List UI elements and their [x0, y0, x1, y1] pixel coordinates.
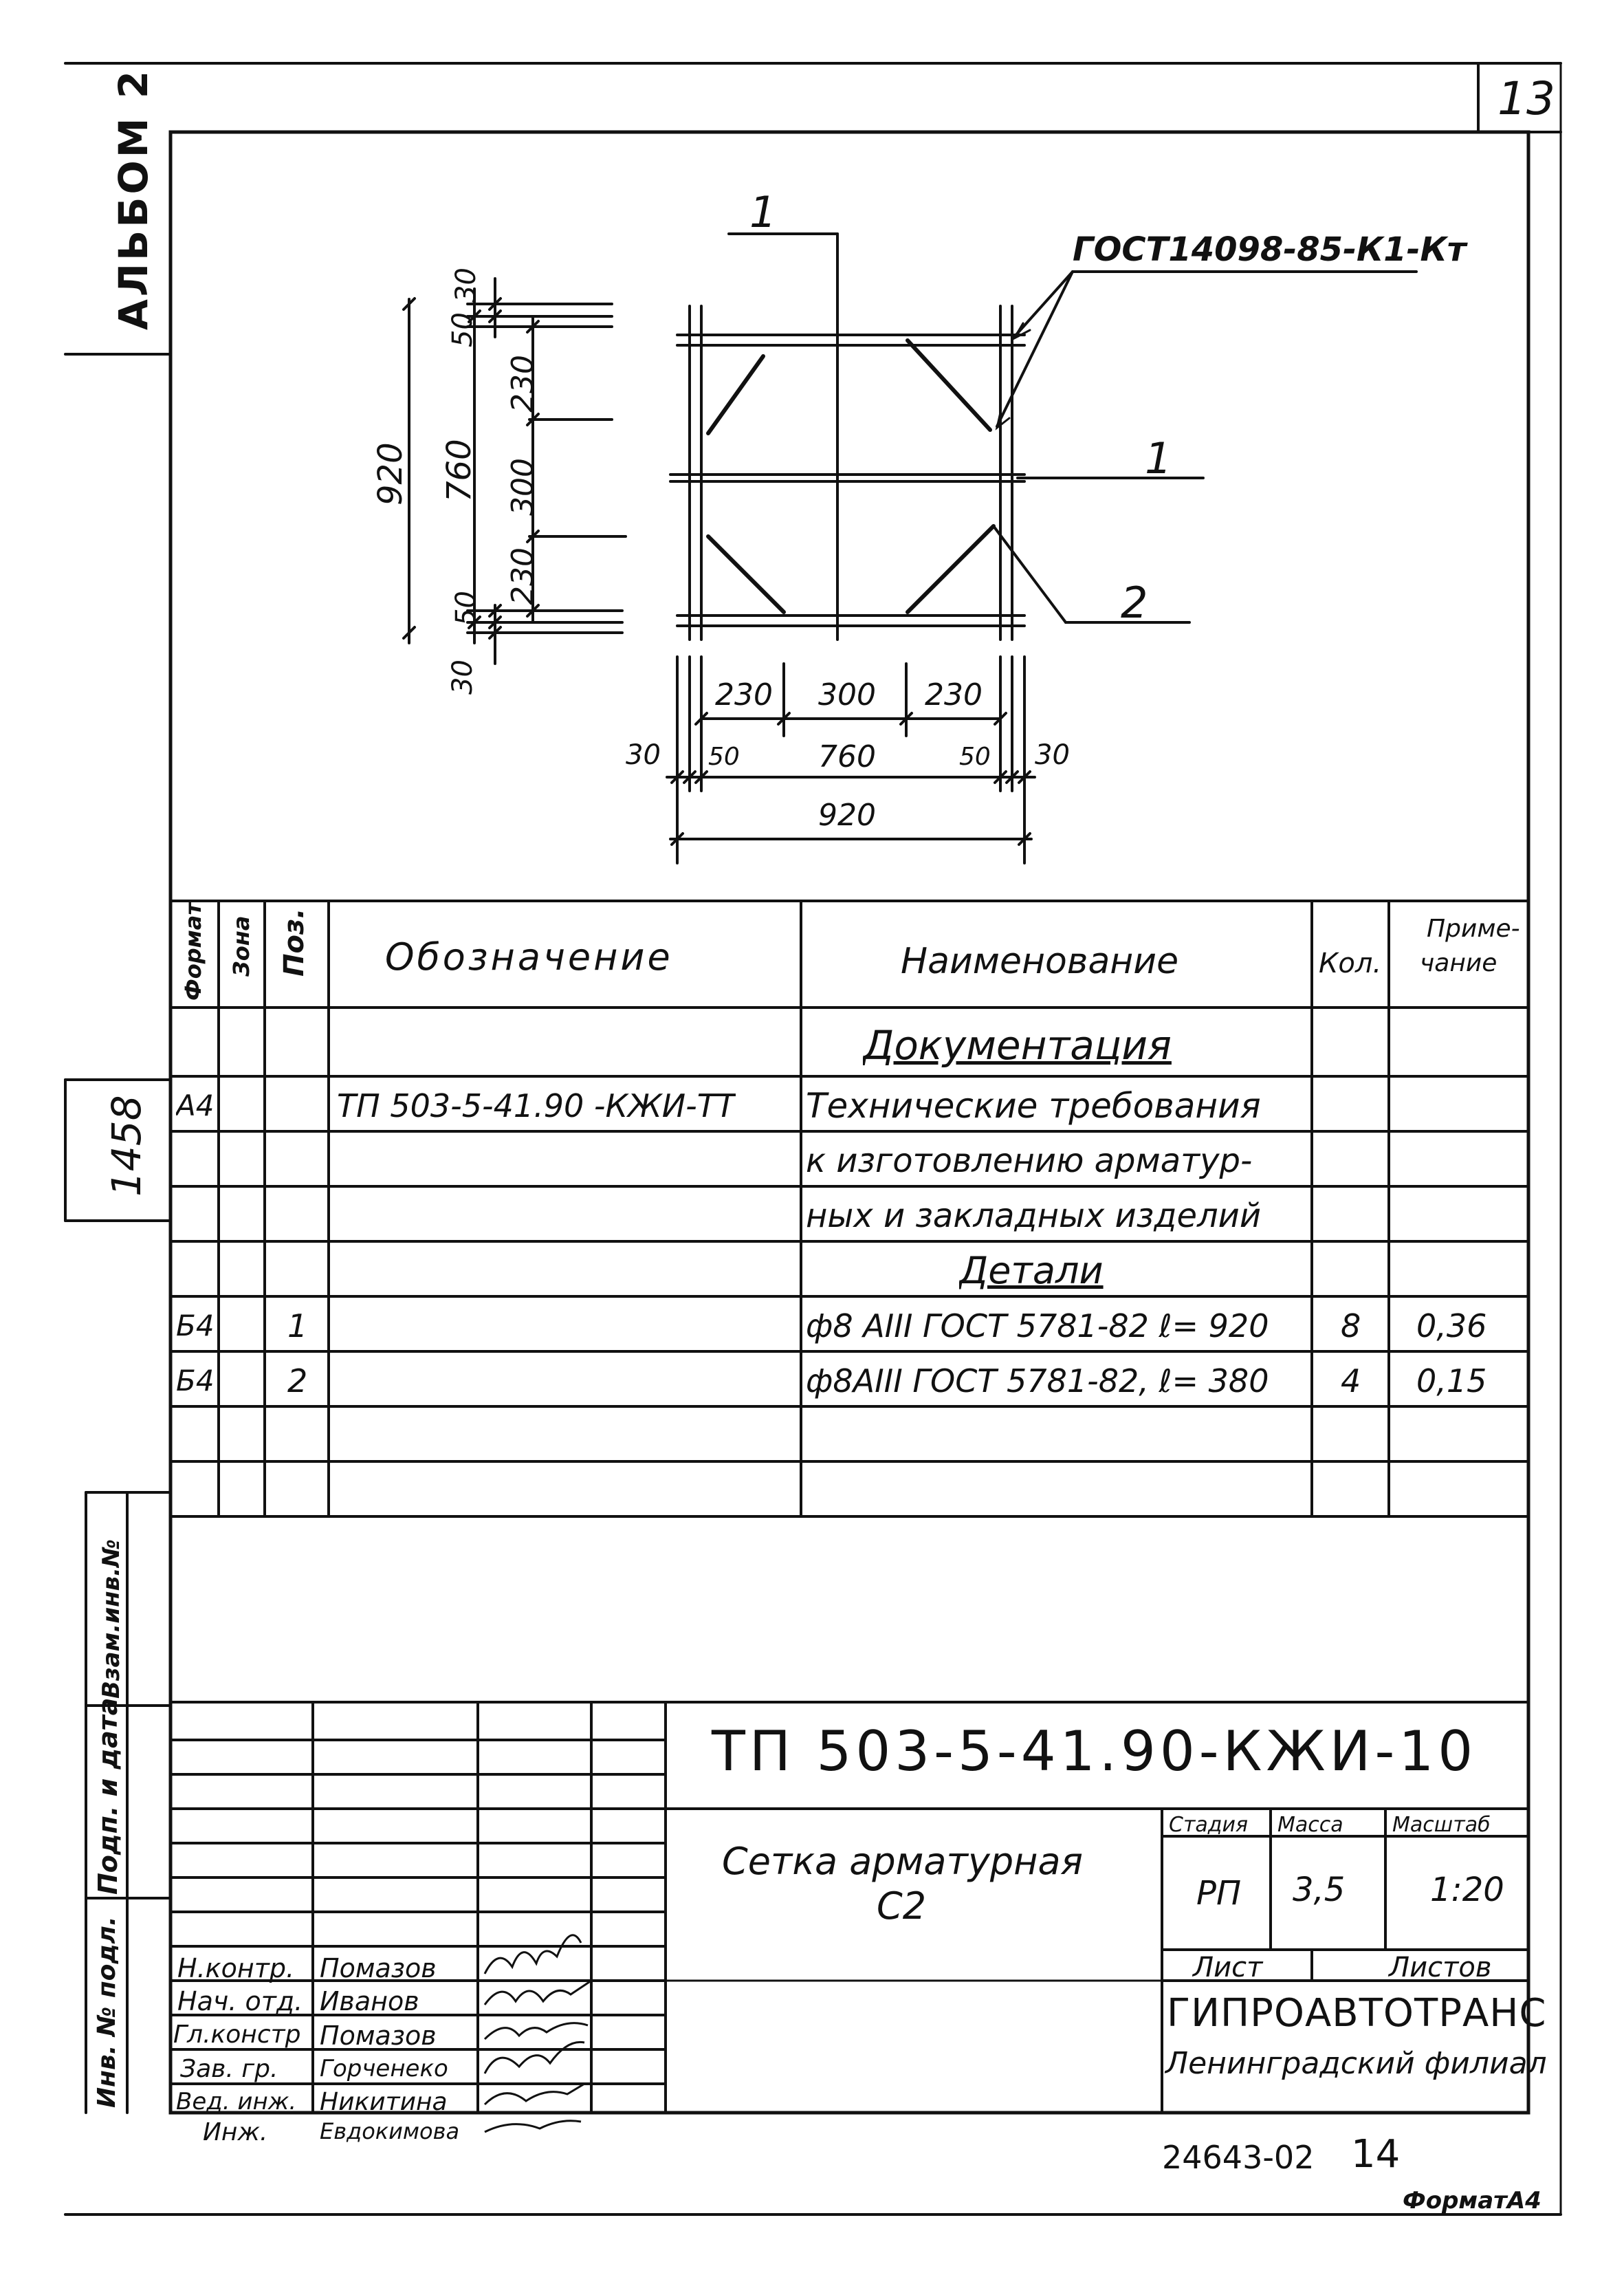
stamp-inv-orig: Инв. № подл. [93, 1916, 121, 2108]
callout-1-top: 1 [749, 187, 777, 237]
table-row-2-name: к изготовлению арматур- [806, 1141, 1253, 1180]
table-row-5-pos: 1 [287, 1307, 308, 1345]
table-row-1-format: А4 [176, 1089, 215, 1122]
dim-50-bottom: 50 [450, 591, 482, 626]
sig-name-4: Никитина [320, 2088, 448, 2116]
scale-label: Масштаб [1392, 1813, 1491, 1837]
table-row-1-name: Технические требования [806, 1085, 1261, 1126]
title-line-2: С2 [877, 1884, 927, 1928]
table-row-1-designation: ТП 503-5-41.90 -КЖИ-ТТ [337, 1087, 736, 1124]
sig-role-4: Вед. инж. [176, 2088, 297, 2115]
signature-scribbles [485, 1935, 591, 2132]
gost-note: ГОСТ14098-85-К1-Кт [1073, 230, 1467, 269]
dim-760-left: 760 [440, 439, 479, 502]
table-row-5-qty: 8 [1341, 1307, 1361, 1345]
header-note-1: Приме- [1427, 915, 1520, 943]
dim-760-bottom: 760 [818, 739, 876, 774]
organization-branch: Ленинградский филиал [1165, 2046, 1547, 2081]
organization: ГИПРОАВТОТРАНС [1167, 1991, 1547, 2036]
sig-role-3: Зав. гр. [180, 2055, 278, 2083]
scale-value: 1:20 [1430, 1871, 1504, 1909]
format-label: ФорматА4 [1403, 2187, 1541, 2214]
table-row-6-qty: 4 [1341, 1362, 1361, 1400]
table-row-6-pos: 2 [287, 1362, 308, 1400]
title-line-1: Сетка арматурная [722, 1840, 1084, 1883]
table-row-6-format: Б4 [176, 1364, 215, 1397]
archive-number: 24643-02 [1162, 2139, 1315, 2176]
dim-300-bottom: 300 [818, 677, 876, 712]
dim-300: 300 [505, 458, 540, 516]
page-number: 13 [1497, 72, 1555, 125]
table-row-4-name: Детали [959, 1249, 1104, 1292]
album-label: АЛЬБОМ 2 [110, 67, 157, 330]
table-row-6-name: ф8АIII ГОСТ 5781-82, ℓ= 380 [806, 1362, 1269, 1400]
dim-230-left: 230 [715, 677, 773, 712]
dim-30-top: 30 [450, 268, 482, 303]
table-row-3-name: ных и закладных изделий [806, 1196, 1262, 1235]
sig-role-0: Н.контр. [177, 1953, 295, 1983]
dim-50-right: 50 [959, 743, 991, 771]
left-code: 1458 [103, 1095, 150, 1197]
sig-name-2: Помазов [320, 2021, 437, 2051]
sig-name-1: Иванов [320, 1986, 419, 2016]
table-row-5-name: ф8 АIII ГОСТ 5781-82 ℓ= 920 [806, 1307, 1269, 1345]
sig-role-1: Нач. отд. [177, 1986, 303, 2016]
dim-50-left: 50 [708, 743, 740, 771]
table-row-5-note: 0,36 [1416, 1307, 1487, 1345]
callout-1-right: 1 [1145, 433, 1172, 483]
dim-30-right: 30 [1035, 739, 1070, 771]
callout-2: 2 [1121, 578, 1148, 628]
sig-name-0: Помазов [320, 1953, 437, 1983]
stage-value: РП [1196, 1874, 1242, 1913]
sig-role-5: Инж. [203, 2118, 268, 2146]
sig-name-5: Евдокимова [320, 2118, 460, 2144]
header-name: Наименование [901, 941, 1179, 982]
dim-50-top: 50 [447, 312, 479, 347]
mass-label: Масса [1277, 1813, 1343, 1837]
header-designation: Обозначение [385, 935, 673, 979]
dim-30-bottom: 30 [447, 660, 479, 695]
sig-name-3: Горченеко [320, 2055, 448, 2082]
archive-sheet: 14 [1351, 2132, 1401, 2177]
table-row-0-name: Документация [863, 1022, 1172, 1069]
header-format: Формат [180, 902, 206, 1001]
dim-920-bottom: 920 [818, 798, 876, 833]
sheets-label: Листов [1389, 1952, 1492, 1983]
stamp-sign-date: Подп. и дата [93, 1697, 123, 1895]
stamp-replace-inv: Взам.инв.№ [98, 1539, 125, 1699]
sheet-label: Лист [1193, 1952, 1263, 1983]
mass-value: 3,5 [1293, 1871, 1346, 1909]
header-note-2: чание [1420, 949, 1497, 977]
dim-230-top: 230 [505, 355, 540, 413]
dim-230-bottom: 230 [505, 547, 540, 605]
table-row-5-format: Б4 [176, 1309, 215, 1342]
header-pos: Поз. [278, 908, 310, 977]
header-qty: Кол. [1319, 948, 1382, 979]
table-row-6-note: 0,15 [1416, 1362, 1487, 1400]
dim-230-right: 230 [925, 677, 983, 712]
document-code: ТП 503-5-41.90-КЖИ-10 [712, 1719, 1478, 1783]
dim-920-left: 920 [371, 442, 410, 505]
stage-label: Стадия [1169, 1813, 1249, 1837]
dim-30-left: 30 [626, 739, 661, 771]
sig-role-2: Гл.констр [173, 2021, 301, 2049]
header-zone: Зона [228, 915, 254, 977]
